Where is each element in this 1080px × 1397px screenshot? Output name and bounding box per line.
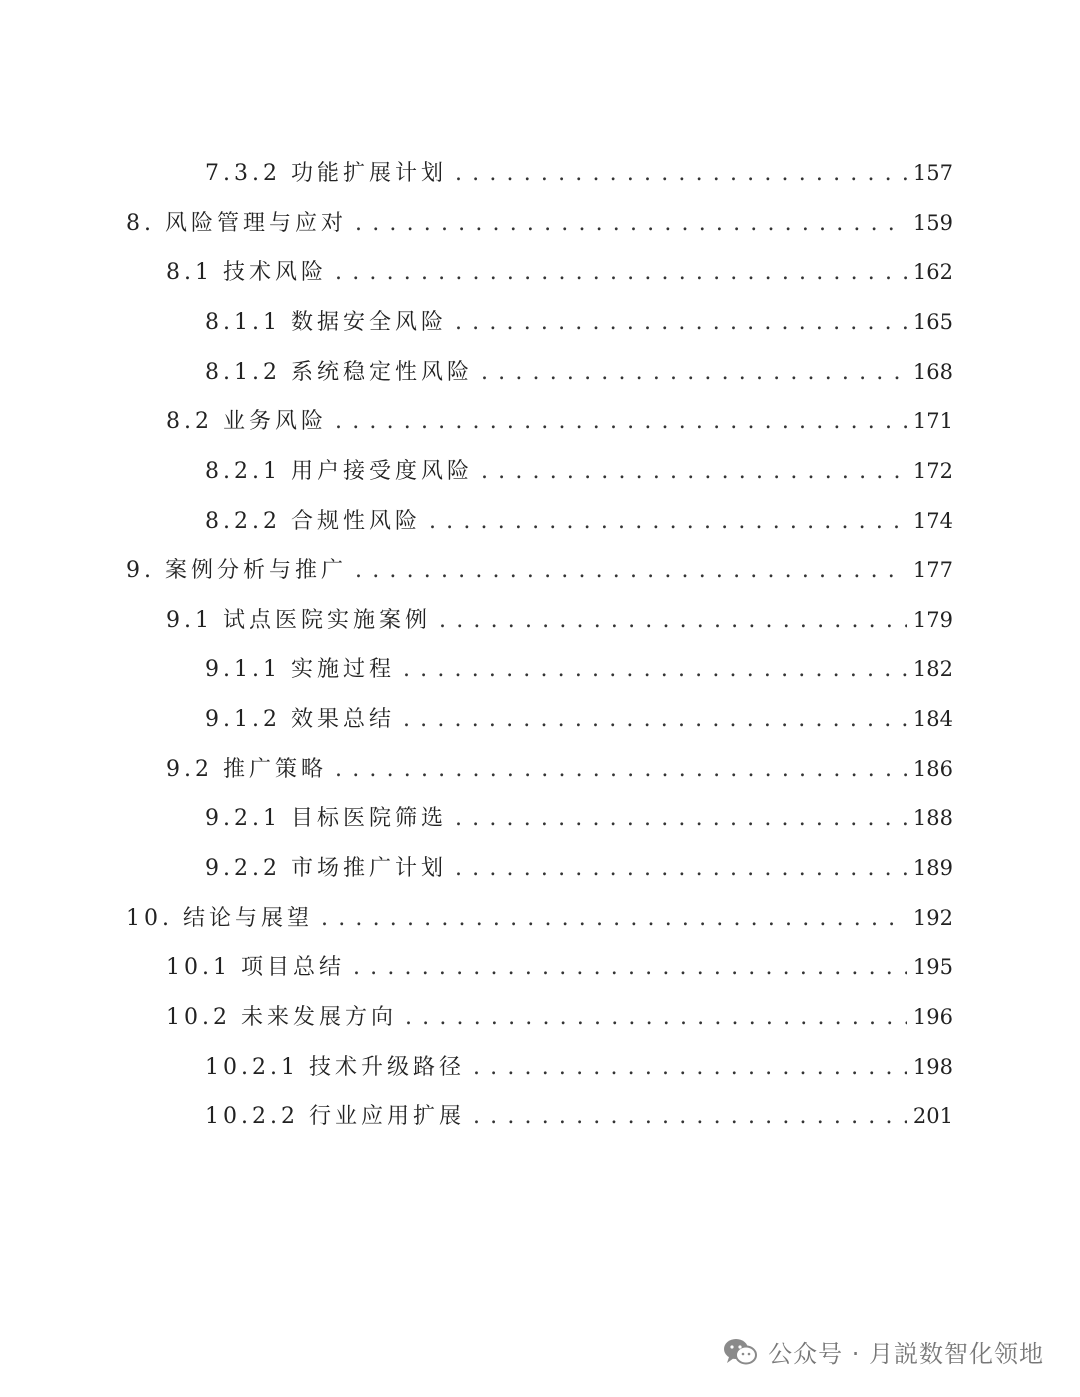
toc-number: 10.2.2: [205, 1104, 299, 1129]
toc-leader-dots: [439, 608, 907, 633]
toc-title: 功能扩展计划: [290, 161, 447, 186]
toc-page-number: 159: [912, 211, 953, 235]
toc-leader-dots: [481, 459, 907, 484]
toc-leader-dots: [353, 955, 907, 980]
toc-page-number: 184: [912, 707, 953, 731]
toc-page-number: 168: [912, 360, 953, 384]
toc-entry[interactable]: [205, 1099, 953, 1139]
toc-page-number: 186: [912, 757, 953, 781]
toc-entry[interactable]: [126, 901, 953, 941]
toc-number: 10.2: [166, 1005, 231, 1030]
toc-page-number: 171: [912, 409, 953, 433]
toc-number: 9.2.1: [205, 806, 281, 831]
toc-entry[interactable]: [205, 851, 953, 891]
toc-entry[interactable]: [205, 702, 953, 742]
wechat-watermark: [722, 1334, 1044, 1369]
toc-leader-dots: [355, 211, 907, 236]
toc-number: 9.1.1: [205, 657, 281, 682]
toc-number: 8.2: [166, 409, 213, 434]
toc-entry[interactable]: [126, 553, 953, 593]
toc-leader-dots: [403, 707, 907, 732]
toc-entry[interactable]: [166, 255, 953, 295]
toc-page-number: 157: [912, 161, 953, 185]
toc-number: 9.1: [166, 608, 213, 633]
toc-number: 7.3.2: [205, 161, 281, 186]
toc-page-number: 162: [912, 260, 953, 284]
toc-number: 8.2.1: [205, 459, 281, 484]
toc-title: 市场推广计划: [290, 856, 447, 881]
toc-title: 试点医院实施案例: [223, 608, 432, 633]
toc-entry[interactable]: [205, 801, 953, 841]
toc-entry[interactable]: [166, 603, 953, 643]
toc-page-number: 165: [912, 310, 953, 334]
toc-entry[interactable]: [166, 950, 953, 990]
toc-page-number: 174: [912, 509, 953, 533]
toc-entry[interactable]: [166, 752, 953, 792]
toc-number: 8.1: [166, 260, 213, 285]
toc-leader-dots: [335, 409, 907, 434]
toc-leader-dots: [335, 260, 907, 285]
toc-number: 8.1.2: [205, 360, 281, 385]
toc-title: 效果总结: [290, 707, 395, 732]
toc-page-number: 177: [912, 558, 953, 582]
toc-entry[interactable]: [205, 1050, 953, 1090]
toc-leader-dots: [473, 1055, 907, 1080]
toc-entry[interactable]: [126, 206, 953, 246]
toc-number: 9.1.2: [205, 707, 281, 732]
toc-entry[interactable]: [166, 404, 953, 444]
toc-entry[interactable]: [205, 652, 953, 692]
toc-leader-dots: [455, 856, 907, 881]
toc-leader-dots: [473, 1104, 907, 1129]
toc-title: 未来发展方向: [240, 1005, 397, 1030]
toc-number: 8.1.1: [205, 310, 281, 335]
toc-title: 行业应用扩展: [308, 1104, 465, 1129]
toc-leader-dots: [429, 509, 907, 534]
toc-leader-dots: [335, 757, 907, 782]
toc-title: 用户接受度风险: [290, 459, 473, 484]
toc-title: 推广策略: [223, 757, 328, 782]
toc-page-number: 188: [912, 806, 953, 830]
toc-title: 技术风险: [223, 260, 328, 285]
wechat-icon: [722, 1337, 758, 1367]
toc-number: 9.2: [166, 757, 213, 782]
watermark-text: 公众号 · 月説数智化领地: [768, 1340, 1044, 1368]
toc-number: 10.1: [166, 955, 231, 980]
toc-leader-dots: [455, 806, 907, 831]
toc-leader-dots: [321, 906, 907, 931]
toc-leader-dots: [481, 360, 907, 385]
toc-title: 风险管理与应对: [165, 211, 348, 236]
toc-page-number: 172: [912, 459, 953, 483]
toc-title: 业务风险: [223, 409, 328, 434]
toc-title: 结论与展望: [183, 906, 314, 931]
toc-page-number: 192: [912, 906, 953, 930]
toc-number: 9.: [126, 558, 155, 583]
toc-page-number: 201: [912, 1104, 953, 1128]
toc-number: 10.: [126, 906, 173, 931]
toc-leader-dots: [455, 310, 907, 335]
toc-number: 8.: [126, 211, 155, 236]
toc-title: 目标医院筛选: [290, 806, 447, 831]
toc-title: 合规性风险: [290, 509, 421, 534]
toc-title: 系统稳定性风险: [290, 360, 473, 385]
toc-page-number: 189: [912, 856, 953, 880]
toc-entry[interactable]: [205, 156, 953, 196]
toc-title: 案例分析与推广: [165, 558, 348, 583]
toc-title: 实施过程: [290, 657, 395, 682]
toc-title: 项目总结: [240, 955, 345, 980]
toc-number: 9.2.2: [205, 856, 281, 881]
toc-page-number: 198: [912, 1055, 953, 1079]
toc-leader-dots: [403, 657, 907, 682]
toc-leader-dots: [405, 1005, 907, 1030]
toc-page-number: 182: [912, 657, 953, 681]
toc-page-number: 195: [912, 955, 953, 979]
toc-number: 10.2.1: [205, 1055, 299, 1080]
toc-title: 技术升级路径: [308, 1055, 465, 1080]
toc-page-number: 196: [912, 1005, 953, 1029]
toc-entry[interactable]: [166, 1000, 953, 1040]
toc-leader-dots: [355, 558, 907, 583]
toc-page-number: 179: [912, 608, 953, 632]
toc-entry[interactable]: [205, 454, 953, 494]
toc-leader-dots: [455, 161, 907, 186]
toc-entry[interactable]: [205, 305, 953, 345]
toc-title: 数据安全风险: [290, 310, 447, 335]
toc-entry[interactable]: [205, 355, 953, 395]
toc-number: 8.2.2: [205, 509, 281, 534]
toc-entry[interactable]: [205, 504, 953, 544]
